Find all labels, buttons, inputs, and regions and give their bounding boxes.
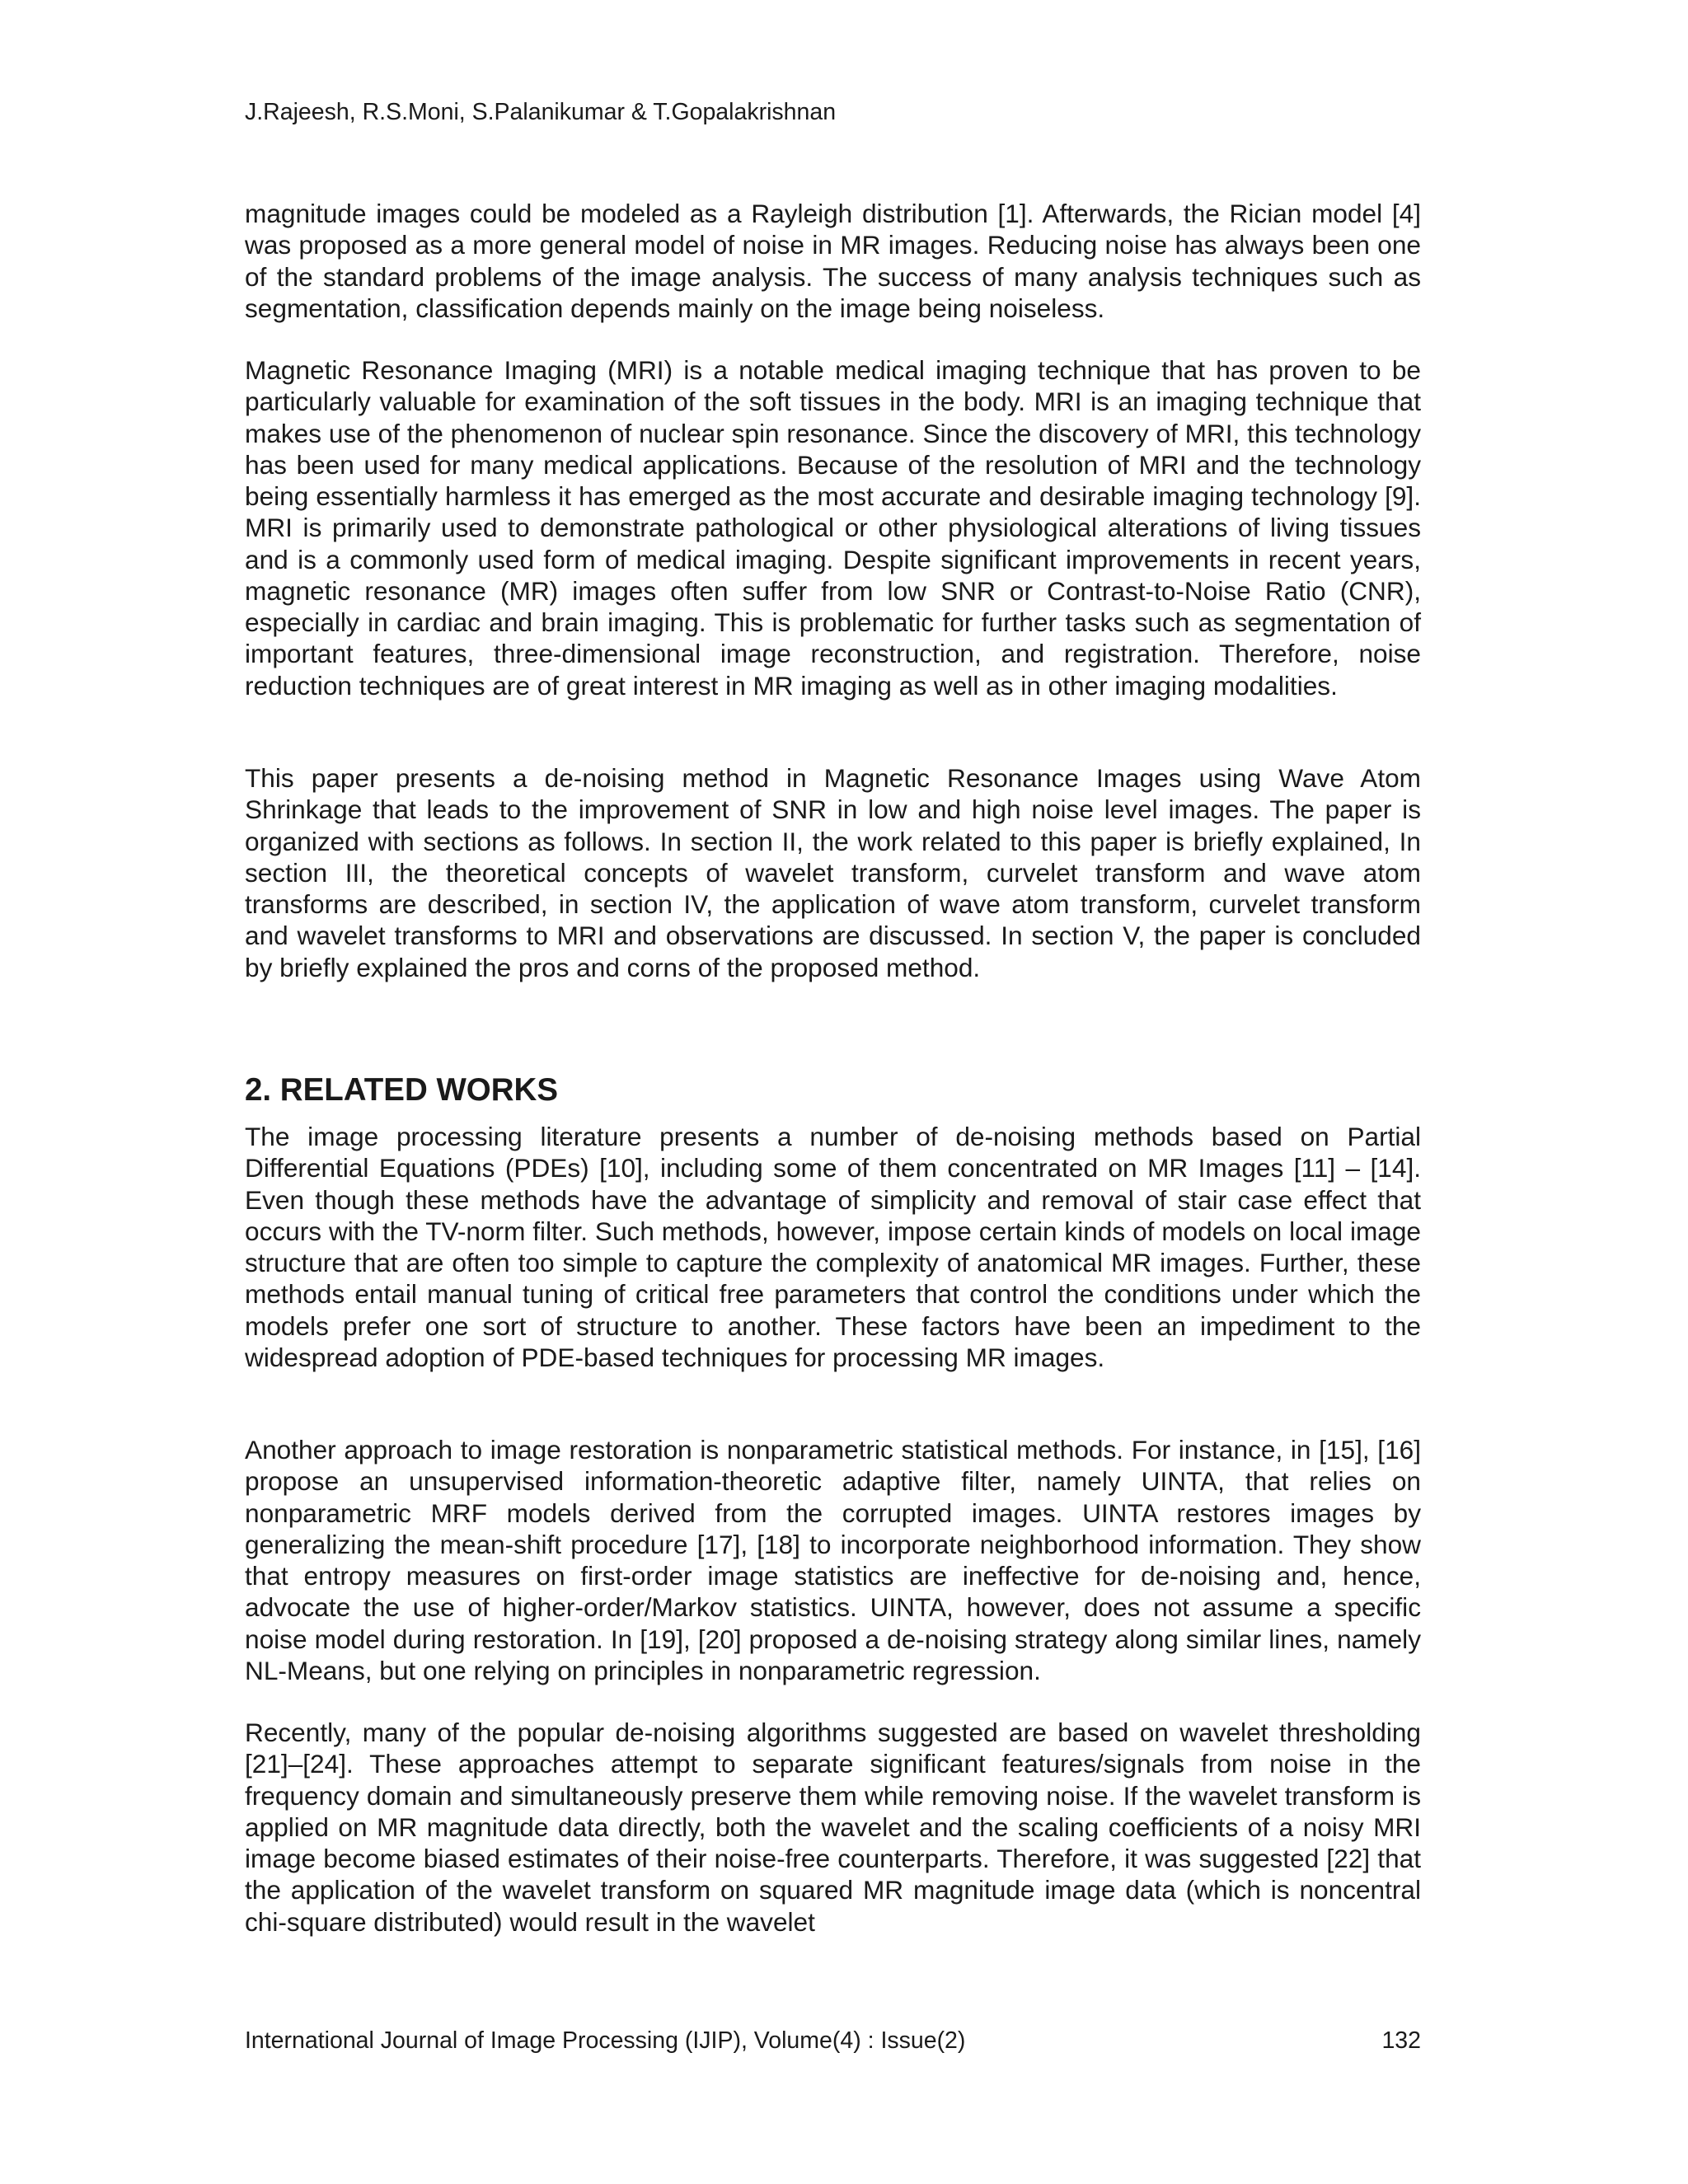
- section-paragraph: [245, 1121, 1421, 1373]
- running-header-authors: J.Rajeesh, R.S.Moni, S.Palanikumar & T.Gopalakrishnan: [245, 99, 837, 125]
- body-paragraph: [245, 354, 1421, 701]
- section-heading-related-works: 2. RELATED WORKS: [245, 1072, 559, 1108]
- paragraph-text: This paper presents a de-noising method in Magnetic Resonance Images using Wave Atom Shrinkage that leads to the improvement of SNR in low and high noise level images. The paper is organized with sections as follows. In section II, the work related to this paper is briefly explained, In section III, the theoretical concepts of wavelet transform, curvelet transform and wave atom transforms are described, in section IV, the application of wave atom transform, curvelet transform and wavelet transforms to MRI and observations are discussed. In section V, the paper is concluded by briefly explained the pros and corns of the proposed method.: [245, 763, 1421, 982]
- section-paragraph: [245, 1717, 1421, 1938]
- paragraph-text: Recently, many of the popular de-noising algorithms suggested are based on wavelet thresholding [21]–[24]. These approaches attempt to separate significant features/signals from noise in the frequency domain and simultaneously preserve them while removing noise. If the wavelet transform is applied on MR magnitude data directly, both the wavelet and the scaling coefficients of a noisy MRI image become biased estimates of their noise-free counterparts. Therefore, it was suggested [22] that the application of the wavelet transform on squared MR magnitude image data (which is noncentral chi-square distributed) would result in the wavelet: [245, 1718, 1421, 1937]
- body-paragraph: [245, 762, 1421, 983]
- paragraph-text: magnitude images could be modeled as a Rayleigh distribution [1]. Afterwards, the Rician model [4] was proposed as a more general model of noise in MR images. Reducing noise has always been one of the standard problems of the image analysis. The success of many analysis techniques such as segmentation, classification depends mainly on the image being noiseless.: [245, 199, 1421, 323]
- footer-journal-citation: International Journal of Image Processing (IJIP), Volume(4) : Issue(2): [245, 2027, 966, 2054]
- body-paragraph: [245, 198, 1421, 324]
- paragraph-text: The image processing literature presents a number of de-noising methods based on Partial Differential Equations (PDEs) [10], including some of them concentrated on MR Images [11] – [14]. Even though these methods have the advantage of simplicity and removal of stair case effect that occurs with the TV-norm filter. Such methods, however, impose certain kinds of models on local image structure that are often too simple to capture the complexity of anatomical MR images. Further, these methods entail manual tuning of critical free parameters that control the conditions under which the models prefer one sort of structure to another. These factors have been an impediment to the widespread adoption of PDE-based techniques for processing MR images.: [245, 1122, 1421, 1372]
- paragraph-text: Magnetic Resonance Imaging (MRI) is a notable medical imaging technique that has proven to be particularly valuable for examination of the soft tissues in the body. MRI is an imaging technique that makes use of the phenomenon of nuclear spin resonance. Since the discovery of MRI, this technology has been used for many medical applications. Because of the resolution of MRI and the technology being essentially harmless it has emerged as the most accurate and desirable imaging technology [9]. MRI is primarily used to demonstrate pathological or other physiological alterations of living tissues and is a commonly used form of medical imaging. Despite significant improvements in recent years, magnetic resonance (MR) images often suffer from low SNR or Contrast-to-Noise Ratio (CNR), especially in cardiac and brain imaging. This is problematic for further tasks such as segmentation of important features, three-dimensional image reconstruction, and registration. Therefore, noise reduction techniques are of great interest in MR imaging as well as in other imaging modalities.: [245, 355, 1421, 701]
- page-footer: [245, 2024, 1421, 2057]
- paragraph-text: Another approach to image restoration is nonparametric statistical methods. For instance, in [15], [16] propose an unsupervised information-theoretic adaptive filter, namely UINTA, that relies on nonparametric MRF models derived from the corrupted images. UINTA restores images by generalizing the mean-shift procedure [17], [18] to incorporate neighborhood information. They show that entropy measures on first-order image statistics are ineffective for de-noising and, hence, advocate the use of higher-order/Markov statistics. UINTA, however, does not assume a specific noise model during restoration. In [19], [20] proposed a de-noising strategy along similar lines, namely NL-Means, but one relying on principles in nonparametric regression.: [245, 1435, 1421, 1685]
- section-paragraph: [245, 1434, 1421, 1686]
- page-number: 132: [1381, 2027, 1421, 2054]
